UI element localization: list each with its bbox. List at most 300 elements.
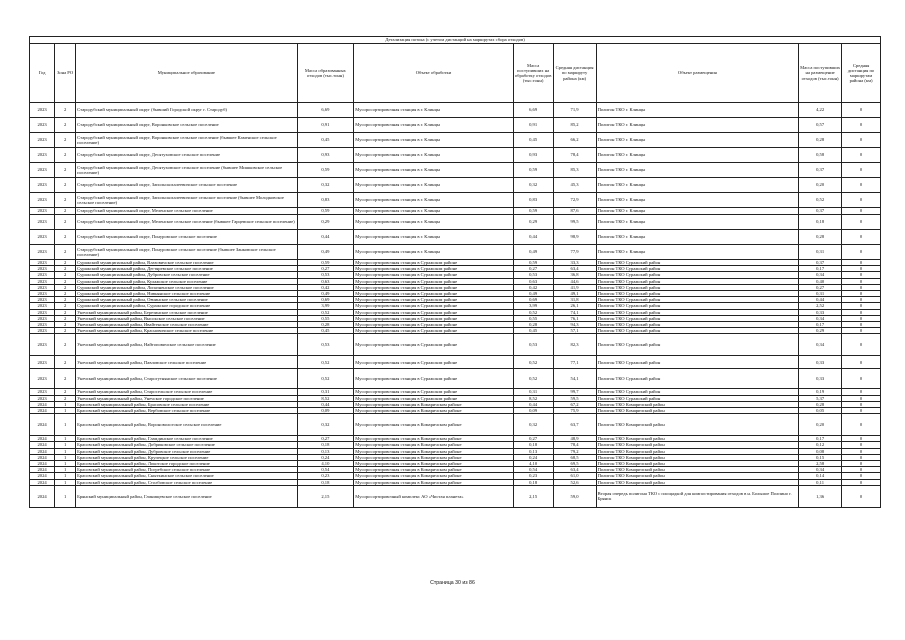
cell-mass-processed: 0,49 [513, 245, 553, 260]
cell-mass-disposed: 2,58 [799, 461, 842, 467]
cell-mass-disposed: 0,11 [799, 479, 842, 485]
cell-mass-disposed: 0,05 [799, 408, 842, 414]
cell-mass: 0,55 [297, 315, 354, 321]
cell-disposal-object: Полигон ТКО Суражский район [596, 272, 799, 278]
cell-mass-disposed: 0,20 [799, 178, 842, 193]
cell-zone: 1 [55, 479, 76, 485]
cell-mass: 4,10 [297, 461, 354, 467]
cell-mass-processed: 0,69 [513, 297, 553, 303]
cell-processing-object: Мусоросортировочная станция в Комаричском районе [354, 401, 513, 407]
cell-municipality: Унечский муниципальный район, Старогутнянское сельское поселение [76, 369, 297, 389]
cell-year: 2023 [30, 148, 55, 163]
cell-distance-disposal: 0 [842, 408, 881, 414]
cell-municipality: Унечский муниципальный район, Старосельское сельское поселение [76, 389, 297, 395]
cell-mass: 0,44 [297, 230, 354, 245]
cell-distance-disposal: 0 [842, 322, 881, 328]
cell-zone: 2 [55, 291, 76, 297]
cell-year: 2023 [30, 118, 55, 133]
cell-disposal-object: Полигон ТКО г. Клинцы [596, 163, 799, 178]
cell-year: 2023 [30, 103, 55, 118]
cell-distance-disposal: 0 [842, 133, 881, 148]
cell-year: 2023 [30, 230, 55, 245]
cell-mass: 0,83 [297, 193, 354, 208]
cell-mass-processed: 0,52 [513, 369, 553, 389]
cell-zone: 2 [55, 133, 76, 148]
cell-processing-object: Мусоросортировочная станция в Комаричском районе [354, 414, 513, 436]
table-row [30, 414, 881, 436]
cell-municipality: Брасовский муниципальный район, Вороновологское сельское поселение [76, 414, 297, 436]
cell-mass-disposed: 0,14 [799, 473, 842, 479]
cell-mass-disposed: 0,27 [799, 284, 842, 290]
cell-processing-object: Мусоросортировочная станция в Суражском районе [354, 309, 513, 315]
cell-mass: 0,27 [297, 436, 354, 442]
cell-municipality: Брасовский муниципальный район, Локотское городское поселение [76, 461, 297, 467]
cell-municipality: Брасовский муниципальный район, Гламдинское сельское поселение [76, 436, 297, 442]
cell-mass: 0,23 [297, 473, 354, 479]
cell-year: 2024 [30, 485, 55, 507]
column-header-disposal-object: Объект размещения [596, 44, 799, 103]
cell-mass-disposed: 0,33 [799, 309, 842, 315]
cell-distance-disposal: 0 [842, 272, 881, 278]
cell-distance-disposal: 0 [842, 356, 881, 369]
cell-mass-disposed: 0,34 [799, 272, 842, 278]
cell-mass-disposed: 0,17 [799, 436, 842, 442]
cell-mass-disposed: 0,33 [799, 369, 842, 389]
cell-mass: 0,28 [297, 322, 354, 328]
cell-distance: 71,9 [553, 103, 596, 118]
cell-zone: 2 [55, 356, 76, 369]
cell-mass-disposed: 0,28 [799, 230, 842, 245]
cell-mass: 0,93 [297, 148, 354, 163]
cell-zone: 1 [55, 408, 76, 414]
cell-processing-object: Мусоросортировочная станция в г. Клинцы [354, 215, 513, 230]
cell-mass-disposed: 0,31 [799, 291, 842, 297]
cell-year: 2024 [30, 467, 55, 473]
cell-mass-processed: 0,18 [513, 442, 553, 448]
cell-disposal-object: Полигон ТКО г. Клинцы [596, 133, 799, 148]
cell-municipality: Унечский муниципальный район, Найтоповичское сельское поселение [76, 334, 297, 356]
cell-processing-object: Мусоросортировочная станция в Суражском районе [354, 266, 513, 272]
cell-municipality: Стародубский муниципальный округ, Воронковское сельское поселение (бывшее Каменское сельское поселение) [76, 133, 297, 148]
cell-mass-processed: 0,44 [513, 401, 553, 407]
cell-processing-object: Мусоросортировочная станция в Суражском районе [354, 297, 513, 303]
cell-zone: 2 [55, 118, 76, 133]
cell-mass: 0,42 [297, 284, 354, 290]
cell-distance: 31,8 [553, 297, 596, 303]
cell-processing-object: Мусоросортировочная станция в Комаричском районе [354, 479, 513, 485]
table-row [30, 118, 881, 133]
cell-zone: 1 [55, 401, 76, 407]
table-row [30, 356, 881, 369]
cell-zone: 2 [55, 163, 76, 178]
cell-year: 2023 [30, 328, 55, 334]
cell-zone: 1 [55, 414, 76, 436]
cell-mass-processed: 4,10 [513, 461, 553, 467]
cell-distance-disposal: 0 [842, 485, 881, 507]
cell-disposal-object: Полигон ТКО Комаричский район [596, 408, 799, 414]
cell-mass-processed: 0,44 [513, 230, 553, 245]
cell-distance-disposal: 0 [842, 436, 881, 442]
cell-disposal-object: Полигон ТКО г. Клинцы [596, 215, 799, 230]
cell-mass-disposed: 0,08 [799, 448, 842, 454]
cell-year: 2023 [30, 334, 55, 356]
cell-mass: 0,54 [297, 467, 354, 473]
cell-mass-processed: 0,13 [513, 448, 553, 454]
cell-mass-disposed: 0,44 [799, 297, 842, 303]
cell-mass-disposed: 0,28 [799, 401, 842, 407]
cell-processing-object: Мусоросортировочная станция в г. Клинцы [354, 148, 513, 163]
cell-year: 2023 [30, 297, 55, 303]
cell-mass-processed: 0,53 [513, 272, 553, 278]
cell-year: 2023 [30, 395, 55, 401]
cell-distance-disposal: 0 [842, 315, 881, 321]
cell-processing-object: Мусоросортировочная станция в Суражском районе [354, 278, 513, 284]
cell-zone: 2 [55, 278, 76, 284]
cell-distance: 48,9 [553, 436, 596, 442]
cell-mass: 0,69 [297, 297, 354, 303]
cell-zone: 2 [55, 284, 76, 290]
cell-mass-processed: 0,91 [513, 118, 553, 133]
cell-distance: 63,4 [553, 467, 596, 473]
cell-municipality: Брасовский муниципальный район, Вербовское сельское поселение [76, 408, 297, 414]
cell-distance: 99,5 [553, 215, 596, 230]
cell-mass: 0,59 [297, 163, 354, 178]
cell-processing-object: Мусоросортировочная станция в г. Клинцы [354, 118, 513, 133]
cell-distance: 79,2 [553, 448, 596, 454]
cell-zone: 2 [55, 297, 76, 303]
cell-processing-object: Мусоросортировочная станция в Комаричском районе [354, 473, 513, 479]
cell-disposal-object: Полигон ТКО г. Клинцы [596, 118, 799, 133]
cell-distance-disposal: 0 [842, 473, 881, 479]
cell-processing-object: Мусоросортировочная станция в Суражском районе [354, 334, 513, 356]
cell-disposal-object: Полигон ТКО Суражский район [596, 297, 799, 303]
cell-disposal-object: Полигон ТКО Суражский район [596, 369, 799, 389]
cell-mass-disposed: 0,19 [799, 389, 842, 395]
cell-processing-object: Мусоросортировочная станция в Комаричском районе [354, 454, 513, 460]
cell-municipality: Суражский муниципальный район, Влазовичское сельское поселение [76, 260, 297, 266]
cell-distance-disposal: 0 [842, 467, 881, 473]
cell-municipality: Унечский муниципальный район, Высокское сельское поселение [76, 315, 297, 321]
cell-disposal-object: Полигон ТКО г. Клинцы [596, 103, 799, 118]
cell-municipality: Стародубский муниципальный округ, Десятуховское сельское поселение [76, 148, 297, 163]
cell-distance-disposal: 0 [842, 278, 881, 284]
cell-year: 2023 [30, 322, 55, 328]
cell-processing-object: Мусоросортировочная станция в Комаричском районе [354, 442, 513, 448]
cell-disposal-object: Полигон ТКО Комаричский район [596, 448, 799, 454]
cell-mass-processed: 0,59 [513, 260, 553, 266]
cell-mass: 0,45 [297, 133, 354, 148]
cell-year: 2024 [30, 479, 55, 485]
cell-mass: 0,31 [297, 389, 354, 395]
cell-distance-disposal: 0 [842, 461, 881, 467]
cell-mass-processed: 0,27 [513, 266, 553, 272]
page-footer: Страница 30 из 86 [430, 580, 475, 586]
cell-disposal-object: Полигон ТКО Суражский район [596, 260, 799, 266]
cell-mass-disposed: 0,15 [799, 454, 842, 460]
cell-zone: 2 [55, 395, 76, 401]
cell-municipality: Стародубский муниципальный округ, Запольскохалеевичское сельское поселение [76, 178, 297, 193]
cell-mass-disposed: 0,40 [799, 278, 842, 284]
cell-municipality: Брасовский муниципальный район, Дубровское сельское поселение [76, 448, 297, 454]
cell-disposal-object: Полигон ТКО Комаричский район [596, 467, 799, 473]
cell-mass-processed: 0,53 [513, 334, 553, 356]
cell-processing-object: Мусоросортировочная станция в Комаричском районе [354, 461, 513, 467]
cell-disposal-object: Полигон ТКО г. Клинцы [596, 193, 799, 208]
cell-municipality: Унечский муниципальный район, Ивайтенское сельское поселение [76, 322, 297, 328]
cell-year: 2023 [30, 309, 55, 315]
cell-year: 2023 [30, 389, 55, 395]
cell-zone: 2 [55, 334, 76, 356]
cell-municipality: Стародубский муниципальный округ, Меленское сельское поселение [76, 208, 297, 215]
cell-mass-disposed: 0,37 [799, 208, 842, 215]
cell-year: 2023 [30, 278, 55, 284]
column-header-municipality: Муниципальное образование [76, 44, 297, 103]
cell-mass: 0,63 [297, 278, 354, 284]
cell-processing-object: Мусоросортировочная станция в Суражском районе [354, 315, 513, 321]
cell-municipality: Стародубский муниципальный округ, Понуровское сельское поселение (бывшее Занковское сельское поселение) [76, 245, 297, 260]
cell-zone: 2 [55, 215, 76, 230]
cell-distance: 61,0 [553, 473, 596, 479]
cell-distance: 49,1 [553, 291, 596, 297]
cell-year: 2023 [30, 245, 55, 260]
cell-distance: 94,3 [553, 322, 596, 328]
data-table-sheet [29, 36, 881, 508]
cell-year: 2023 [30, 303, 55, 309]
table-row [30, 485, 881, 507]
cell-disposal-object: Полигон ТКО Суражский район [596, 309, 799, 315]
cell-distance-disposal: 0 [842, 401, 881, 407]
cell-municipality: Суражский муниципальный район, Лопазненское сельское поселение [76, 284, 297, 290]
cell-year: 2023 [30, 272, 55, 278]
table-row [30, 178, 881, 193]
cell-zone: 1 [55, 473, 76, 479]
cell-distance-disposal: 0 [842, 297, 881, 303]
group-header: Детализация потока (с учетом дистанций на маршрутах сбора отходов) [30, 37, 881, 44]
cell-zone: 1 [55, 467, 76, 473]
cell-distance: 59,0 [553, 485, 596, 507]
cell-year: 2023 [30, 266, 55, 272]
cell-municipality: Суражский муниципальный район, Кулажское сельское поселение [76, 278, 297, 284]
table-row [30, 163, 881, 178]
cell-distance-disposal: 0 [842, 118, 881, 133]
cell-mass-processed: 0,49 [513, 291, 553, 297]
cell-disposal-object: Полигон ТКО Суражский район [596, 284, 799, 290]
cell-mass-disposed: 0,17 [799, 322, 842, 328]
cell-distance: 72,9 [553, 193, 596, 208]
cell-distance-disposal: 0 [842, 266, 881, 272]
cell-distance: 57,1 [553, 328, 596, 334]
cell-distance: 63,7 [553, 414, 596, 436]
cell-processing-object: Мусоросортировочная станция в г. Клинцы [354, 163, 513, 178]
cell-distance: 69,5 [553, 461, 596, 467]
cell-distance-disposal: 0 [842, 454, 881, 460]
table-row [30, 133, 881, 148]
cell-disposal-object: Полигон ТКО Комаричский район [596, 461, 799, 467]
cell-mass: 0,18 [297, 479, 354, 485]
cell-mass: 0,52 [297, 369, 354, 389]
cell-mass-processed: 0,32 [513, 414, 553, 436]
cell-mass: 0,49 [297, 291, 354, 297]
cell-municipality: Унечский муниципальный район, Унечское городское поселение [76, 395, 297, 401]
cell-zone: 2 [55, 309, 76, 315]
cell-distance: 99,7 [553, 389, 596, 395]
table-row [30, 369, 881, 389]
cell-year: 2024 [30, 414, 55, 436]
cell-mass: 0,59 [297, 208, 354, 215]
cell-municipality: Стародубский муниципальный округ, Воронковское сельское поселение [76, 118, 297, 133]
column-header-year: Год [30, 44, 55, 103]
cell-distance-disposal: 0 [842, 260, 881, 266]
cell-distance-disposal: 0 [842, 230, 881, 245]
cell-processing-object: Мусоросортировочная станция в Суражском районе [354, 356, 513, 369]
cell-mass-disposed: 0,28 [799, 133, 842, 148]
cell-distance: 67,2 [553, 401, 596, 407]
cell-mass-disposed: 0,34 [799, 315, 842, 321]
cell-distance-disposal: 0 [842, 303, 881, 309]
cell-processing-object: Мусоросортировочная станция в г. Клинцы [354, 230, 513, 245]
cell-year: 2024 [30, 461, 55, 467]
cell-municipality: Суражский муниципальный район, Овчинское сельское поселение [76, 297, 297, 303]
cell-distance: 44,6 [553, 278, 596, 284]
cell-zone: 2 [55, 303, 76, 309]
cell-disposal-object: Полигон ТКО Комаричский район [596, 436, 799, 442]
cell-disposal-object: Вторая очередь полигона ТКО с площадкой для компостирования отходов в н. Большое Полпино г. Брянск [596, 485, 799, 507]
cell-year: 2024 [30, 401, 55, 407]
cell-municipality: Брасовский муниципальный район, Погребское сельское поселение [76, 467, 297, 473]
cell-mass-processed: 0,45 [513, 133, 553, 148]
cell-year: 2024 [30, 436, 55, 442]
cell-year: 2024 [30, 408, 55, 414]
cell-year: 2024 [30, 448, 55, 454]
cell-processing-object: Мусоросортировочная станция в Суражском районе [354, 291, 513, 297]
cell-year: 2023 [30, 215, 55, 230]
cell-municipality: Стародубский муниципальный округ (бывший Городской округ г. Стародуб) [76, 103, 297, 118]
cell-mass: 0,44 [297, 401, 354, 407]
cell-mass-disposed: 0,58 [799, 148, 842, 163]
cell-municipality: Стародубский муниципальный округ, Запольскохалеевичское сельское поселение (бывшее Молодковское сельское поселение) [76, 193, 297, 208]
cell-mass: 0,09 [297, 408, 354, 414]
cell-municipality: Суражский муниципальный район, Суражское городское поселение [76, 303, 297, 309]
cell-distance: 74,1 [553, 309, 596, 315]
cell-distance-disposal: 0 [842, 442, 881, 448]
cell-mass: 0,18 [297, 442, 354, 448]
cell-zone: 2 [55, 208, 76, 215]
cell-processing-object: Мусоросортировочная станция в г. Клинцы [354, 103, 513, 118]
cell-distance-disposal: 0 [842, 284, 881, 290]
cell-zone: 2 [55, 148, 76, 163]
cell-zone: 2 [55, 193, 76, 208]
cell-mass: 0,29 [297, 215, 354, 230]
table-row [30, 148, 881, 163]
cell-mass-processed: 0,24 [513, 454, 553, 460]
cell-disposal-object: Полигон ТКО г. Клинцы [596, 245, 799, 260]
cell-distance-disposal: 0 [842, 389, 881, 395]
cell-distance: 77,1 [553, 356, 596, 369]
cell-mass: 0,59 [297, 260, 354, 266]
cell-zone: 1 [55, 454, 76, 460]
cell-disposal-object: Полигон ТКО Комаричский район [596, 454, 799, 460]
cell-distance-disposal: 0 [842, 215, 881, 230]
cell-disposal-object: Полигон ТКО Комаричский район [596, 414, 799, 436]
cell-processing-object: Мусоросортировочная станция в Суражском районе [354, 284, 513, 290]
cell-processing-object: Мусоросортировочная станция в Суражском районе [354, 322, 513, 328]
cell-distance-disposal: 0 [842, 178, 881, 193]
cell-mass-processed: 0,31 [513, 389, 553, 395]
cell-mass: 0,53 [297, 272, 354, 278]
cell-municipality: Брасовский муниципальный район, Добриковское сельское поселение [76, 442, 297, 448]
cell-mass-processed: 0,83 [513, 193, 553, 208]
cell-distance-disposal: 0 [842, 479, 881, 485]
cell-year: 2023 [30, 178, 55, 193]
cell-year: 2023 [30, 356, 55, 369]
cell-mass-processed: 0,45 [513, 328, 553, 334]
cell-mass-disposed: 4,22 [799, 103, 842, 118]
cell-mass: 0,27 [297, 266, 354, 272]
cell-municipality: Стародубский муниципальный округ, Понуровское сельское поселение [76, 230, 297, 245]
cell-zone: 2 [55, 272, 76, 278]
column-header-mass-disposed: Масса поступивших на размещение отходов (тыс.тонн) [799, 44, 842, 103]
cell-distance: 98,9 [553, 230, 596, 245]
cell-mass-disposed: 0,57 [799, 118, 842, 133]
cell-mass-processed: 0,63 [513, 278, 553, 284]
cell-distance: 26,1 [553, 303, 596, 309]
cell-mass-processed: 0,52 [513, 356, 553, 369]
cell-mass-disposed: 0,12 [799, 442, 842, 448]
cell-year: 2023 [30, 133, 55, 148]
cell-processing-object: Мусоросортировочная станция в Суражском районе [354, 272, 513, 278]
cell-processing-object: Мусоросортировочная станция в Суражском районе [354, 395, 513, 401]
cell-disposal-object: Полигон ТКО Суражский район [596, 315, 799, 321]
table-body [30, 103, 881, 508]
cell-mass: 0,32 [297, 178, 354, 193]
cell-municipality: Унечский муниципальный район, Красновичское сельское поселение [76, 328, 297, 334]
cell-zone: 2 [55, 328, 76, 334]
cell-zone: 1 [55, 485, 76, 507]
cell-year: 2023 [30, 163, 55, 178]
cell-mass: 8,52 [297, 395, 354, 401]
cell-mass-processed: 0,28 [513, 322, 553, 328]
cell-mass-disposed: 0,52 [799, 193, 842, 208]
column-header-distance-disposal: Средняя дистанция по маршрутам района (км) [842, 44, 881, 103]
cell-distance: 33,3 [553, 260, 596, 266]
cell-disposal-object: Полигон ТКО г. Клинцы [596, 230, 799, 245]
cell-processing-object: Мусоросортировочная станция в г. Клинцы [354, 193, 513, 208]
cell-distance-disposal: 0 [842, 334, 881, 356]
cell-year: 2023 [30, 193, 55, 208]
cell-mass-processed: 6,69 [513, 103, 553, 118]
cell-mass-disposed: 0,17 [799, 266, 842, 272]
table-row [30, 208, 881, 215]
cell-distance-disposal: 0 [842, 369, 881, 389]
cell-mass-processed: 0,55 [513, 315, 553, 321]
cell-zone: 1 [55, 448, 76, 454]
cell-zone: 1 [55, 436, 76, 442]
cell-disposal-object: Полигон ТКО г. Клинцы [596, 208, 799, 215]
cell-mass: 0,13 [297, 448, 354, 454]
cell-mass-disposed: 5,37 [799, 395, 842, 401]
cell-year: 2023 [30, 315, 55, 321]
cell-processing-object: Мусоросортировочная станция в Комаричском районе [354, 436, 513, 442]
cell-year: 2023 [30, 260, 55, 266]
cell-disposal-object: Полигон ТКО Суражский район [596, 266, 799, 272]
cell-municipality: Брасовский муниципальный район, Брасовское сельское поселение [76, 401, 297, 407]
cell-mass-disposed: 0,31 [799, 245, 842, 260]
table-row [30, 230, 881, 245]
cell-year: 2023 [30, 369, 55, 389]
cell-mass: 2,15 [297, 485, 354, 507]
cell-mass: 0,32 [297, 414, 354, 436]
cell-mass-processed: 0,59 [513, 163, 553, 178]
